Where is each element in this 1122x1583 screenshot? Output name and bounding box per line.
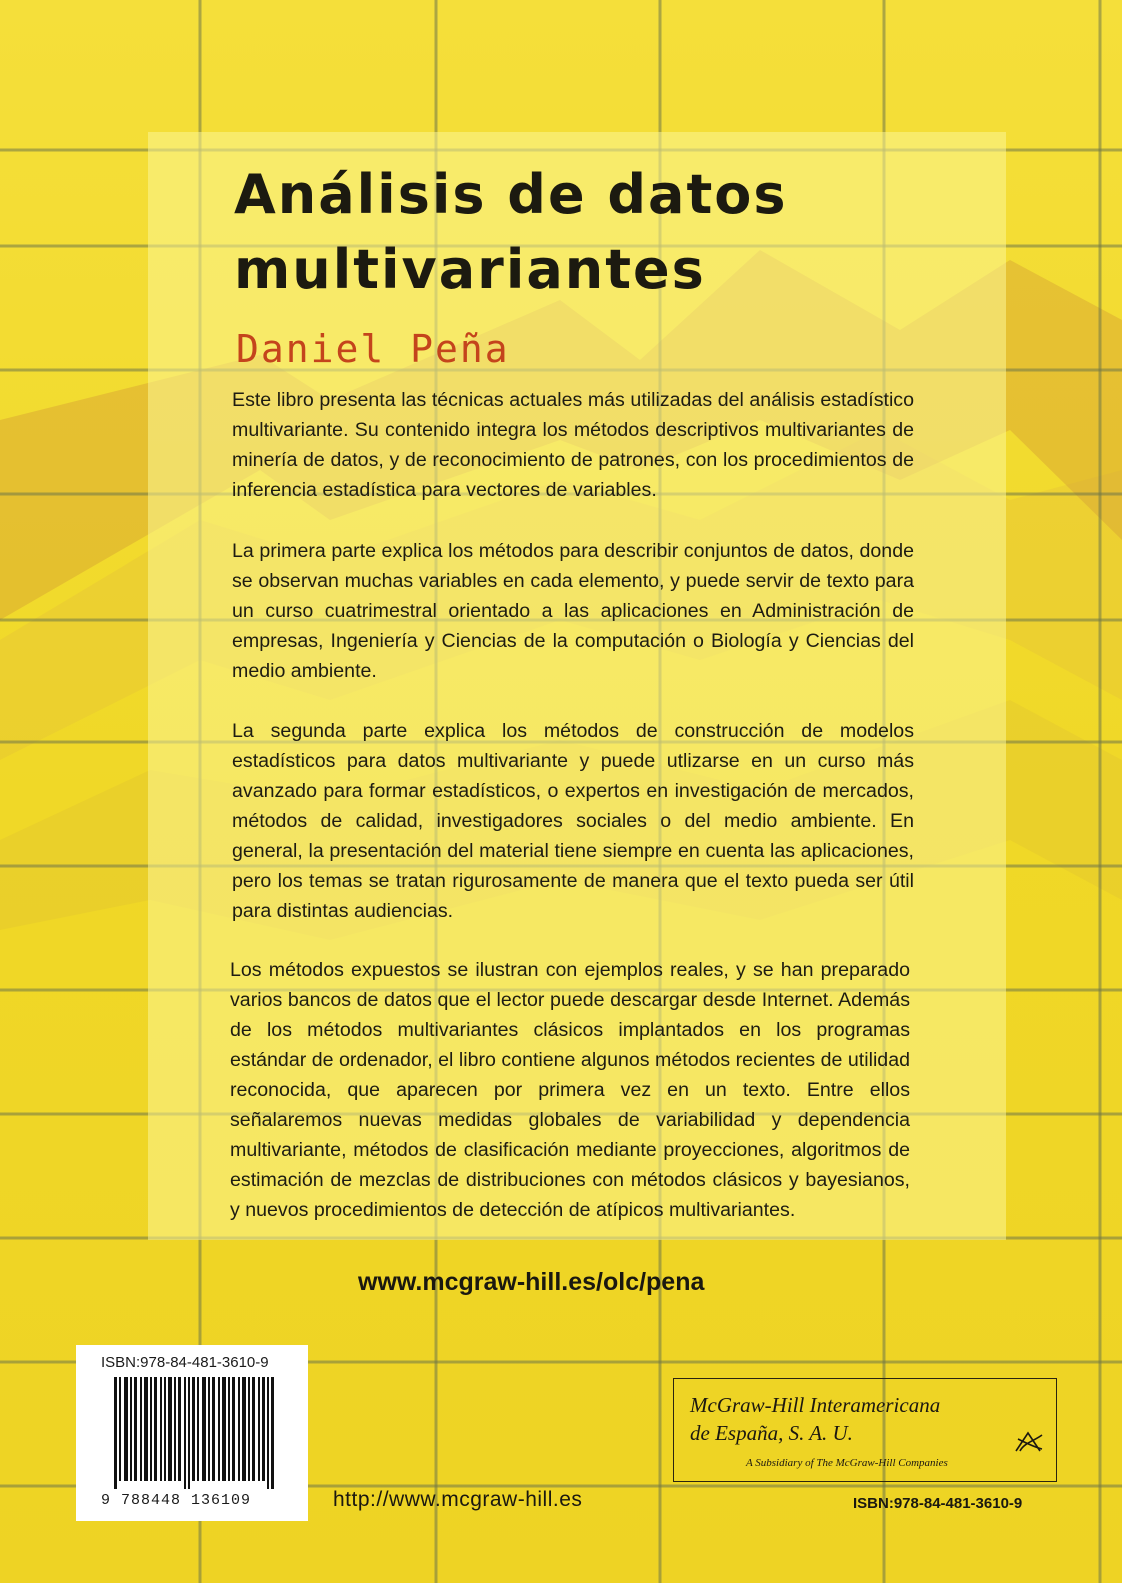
description-paragraph-1: Este libro presenta las técnicas actuales más utilizadas del análisis estadístico multivariante. Su contenido integra los métodos descriptivos multivariantes de minería de datos, y de reconocimiento de patrones, con los procedimientos de inferencia estadística para vectores de variables. (232, 389, 914, 501)
publisher-subsidiary-note: A Subsidiary of The McGraw-Hill Companies (746, 1457, 948, 1469)
book-title-line-1: Análisis de datos (234, 163, 788, 226)
barcode-digits: 9 788448 136109 (101, 1492, 252, 1509)
barcode-isbn-label: ISBN:978-84-481-3610-9 (101, 1354, 269, 1371)
publisher-box (673, 1378, 1057, 1482)
companion-website-link[interactable]: www.mcgraw-hill.es/olc/pena (358, 1268, 705, 1296)
publisher-name-line-1: McGraw-Hill Interamericana (690, 1393, 941, 1417)
barcode-block (76, 1345, 308, 1521)
publisher-homepage-link[interactable]: http://www.mcgraw-hill.es (333, 1488, 583, 1511)
isbn-footer: ISBN:978-84-481-3610-9 (853, 1495, 1023, 1512)
description-paragraph-4: Los métodos expuestos se ilustran con ejemplos reales, y se han preparado varios bancos de datos que el lector puede descargar desde Internet. Además de los métodos multivariantes clásicos implantados en los programas estándar de ordenador, el libro contiene algunos métodos recientes de utilidad reconocida, que aparecen por primera vez en un texto. Entre ellos señalaremos nuevas medidas globales de variabilidad y dependencia multivariante, métodos de clasificación mediante proyecciones, algoritmos de estimación de mezclas de distribuciones con métodos clásicos y bayesianos, y nuevos procedimientos de detección de atípicos multivariantes. (230, 959, 910, 1221)
author-name: Daniel Peña (236, 327, 510, 371)
book-title-line-2: multivariantes (234, 238, 706, 301)
description-paragraph-3: La segunda parte explica los métodos de construcción de modelos estadísticos para datos multivariante y puede utlizarse en un curso más avanzado para formar estadísticos, o expertos en investigación de mercados, métodos de calidad, investigadores sociales o del medio ambiente. En general, la presentación del material tiene siempre en cuenta las aplicaciones, pero los temas se tratan rigurosamente de manera que el texto pueda ser útil para distintas audiencias. (232, 720, 914, 922)
mcgraw-hill-logo-icon (1014, 1429, 1044, 1455)
description-paragraph-2: La primera parte explica los métodos para describir conjuntos de datos, donde se observan muchas variables en cada elemento, y puede servir de texto para un curso cuatrimestral orientado a las aplicaciones en Administración de empresas, Ingeniería y Ciencias de la computación o Biología y Ciencias del medio ambiente. (232, 540, 914, 682)
publisher-name-line-2: de España, S. A. U. (690, 1421, 853, 1445)
